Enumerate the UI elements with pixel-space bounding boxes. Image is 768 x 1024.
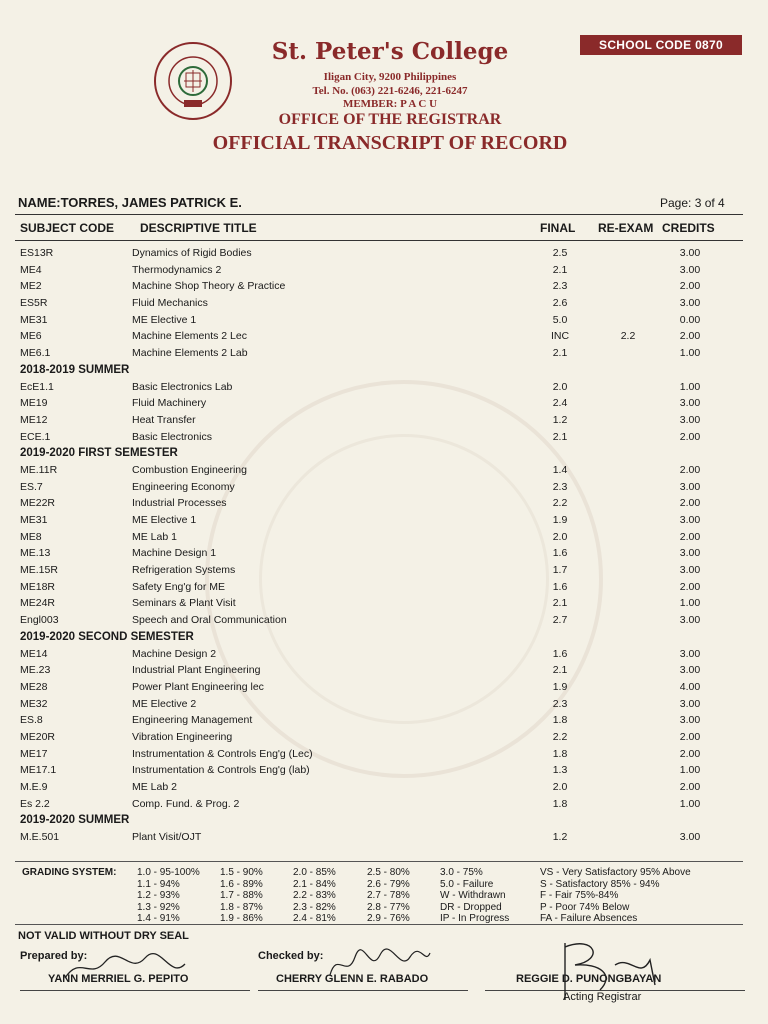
grading-entry: 2.9 - 76% — [367, 913, 410, 924]
credits-value: 1.00 — [679, 347, 701, 360]
grading-entry: 1.6 - 89% — [220, 878, 263, 890]
subject-code: ME17 — [20, 747, 48, 760]
descriptive-title: Machine Design 1 — [132, 547, 217, 560]
subject-code: ME17.1 — [20, 764, 57, 777]
descriptive-title: Comp. Fund. & Prog. 2 — [132, 797, 240, 810]
header-rule-top — [15, 214, 743, 215]
table-row — [0, 346, 768, 363]
grading-entry: 2.4 - 81% — [293, 913, 336, 924]
grading-entry: 1.7 - 88% — [220, 890, 263, 901]
registrar-title: Acting Registrar — [563, 991, 642, 1003]
grading-entry: 5.0 - Failure — [440, 878, 494, 890]
prepared-by-label: Prepared by: — [20, 950, 88, 962]
checked-by-label: Checked by: — [258, 950, 324, 962]
grading-entry: 2.5 - 80% — [367, 867, 410, 878]
final-grade: 2.3 — [552, 697, 568, 710]
final-grade: 1.4 — [552, 463, 568, 476]
descriptive-title: Engineering Economy — [132, 480, 235, 493]
credits-value: 3.00 — [679, 714, 701, 727]
subject-code: ME31 — [20, 514, 48, 526]
subject-code: ME14 — [20, 647, 48, 660]
college-name: St. Peter's College — [271, 38, 509, 65]
registrar-name: REGGIE D. PUNONGBAYAN — [516, 973, 662, 985]
credits-value: 2.00 — [679, 530, 701, 543]
final-grade: 1.8 — [552, 797, 568, 810]
grading-column — [440, 867, 509, 925]
credits-value: 3.00 — [679, 480, 701, 493]
final-grade: 2.7 — [552, 614, 568, 627]
subject-code: ME6 — [20, 330, 42, 343]
grading-entry: 2.0 - 85% — [293, 867, 336, 878]
subject-code: M.E.501 — [20, 831, 60, 844]
table-row — [0, 313, 768, 330]
descriptive-title: Plant Visit/OJT — [132, 831, 202, 844]
credits-value: 2.00 — [679, 580, 701, 593]
subject-code: ME28 — [20, 680, 48, 693]
table-row — [0, 797, 768, 814]
final-grade: 2.6 — [552, 297, 568, 310]
final-grade: 2.1 — [552, 664, 568, 677]
final-grade: 2.1 — [552, 430, 568, 443]
grading-entry: 3.0 - 75% — [440, 867, 483, 878]
grading-entry: 1.4 - 91% — [137, 913, 180, 924]
final-grade: 5.0 — [552, 313, 568, 326]
credits-value: 2.00 — [679, 497, 701, 510]
descriptive-title: ME Lab 1 — [132, 530, 177, 543]
credits-value: 3.00 — [679, 413, 701, 426]
office-title: OFFICE OF THE REGISTRAR — [278, 111, 502, 128]
descriptive-title: Fluid Machinery — [132, 397, 207, 410]
final-grade: 1.6 — [552, 547, 568, 560]
table-row — [0, 747, 768, 764]
descriptive-title: Thermodynamics 2 — [132, 263, 222, 276]
semester-label: 2018-2019 SUMMER — [20, 363, 130, 376]
subject-code: ES.7 — [20, 480, 43, 493]
credits-value: 3.00 — [679, 547, 701, 560]
subject-code: Es 2.2 — [20, 797, 50, 810]
subject-code: ME8 — [20, 530, 42, 543]
col-header-subject-code: SUBJECT CODE — [20, 221, 115, 235]
table-row — [0, 730, 768, 747]
table-row — [0, 580, 768, 597]
final-grade: 1.9 — [552, 680, 568, 693]
table-row — [0, 613, 768, 630]
credits-value: 1.00 — [679, 380, 701, 393]
subject-code: ME22R — [20, 497, 56, 510]
table-row — [0, 530, 768, 547]
subject-code: ME20R — [20, 730, 56, 743]
descriptive-title: Machine Elements 2 Lec — [132, 330, 247, 343]
grading-entry: 2.7 - 78% — [367, 890, 410, 901]
grading-entry: 1.2 - 93% — [137, 890, 180, 901]
credits-value: 1.00 — [679, 764, 701, 777]
grading-column — [367, 867, 410, 925]
col-header-credits: CREDITS — [662, 221, 715, 235]
descriptive-title: Instrumentation & Controls Eng'g (Lec) — [132, 747, 313, 760]
subject-code: ME.15R — [20, 564, 58, 577]
semester-label: 2019-2020 SUMMER — [20, 814, 130, 827]
table-row — [0, 697, 768, 714]
grading-entry: 2.6 - 79% — [367, 878, 410, 890]
subject-code: M.E.9 — [20, 781, 48, 793]
grading-label: GRADING SYSTEM: — [22, 867, 117, 878]
subject-code: ME24R — [20, 597, 56, 610]
subject-code: ME4 — [20, 263, 42, 276]
final-grade: 2.0 — [552, 530, 568, 543]
prepared-signature — [60, 950, 190, 986]
credits-value: 2.00 — [679, 781, 701, 793]
descriptive-title: Combustion Engineering — [132, 463, 247, 476]
descriptive-title: Vibration Engineering — [132, 730, 233, 743]
final-grade: 1.7 — [552, 564, 568, 577]
credits-value: 1.00 — [679, 797, 701, 810]
subject-code: ME32 — [20, 697, 48, 710]
subject-code: Engl003 — [20, 614, 59, 627]
table-row — [0, 546, 768, 563]
descriptive-title: Machine Design 2 — [132, 647, 217, 660]
final-grade: 1.9 — [552, 514, 568, 526]
col-header-descriptive-title: DESCRIPTIVE TITLE — [140, 221, 257, 235]
grading-entry: W - Withdrawn — [440, 890, 506, 901]
credits-value: 3.00 — [679, 564, 701, 577]
credits-value: 3.00 — [679, 614, 701, 627]
credits-value: 3.00 — [679, 514, 701, 526]
grading-entry: 1.9 - 86% — [220, 913, 263, 924]
descriptive-title: Basic Electronics Lab — [132, 380, 233, 393]
table-row — [0, 296, 768, 313]
table-row — [0, 663, 768, 680]
descriptive-title: Speech and Oral Communication — [132, 614, 287, 627]
final-grade: 2.4 — [552, 397, 568, 410]
descriptive-title: Basic Electronics — [132, 430, 212, 443]
checked-signature-line — [258, 990, 468, 991]
final-grade: 2.1 — [552, 347, 568, 360]
grading-entry: F - Fair 75%-84% — [540, 890, 619, 901]
subject-code: ME.23 — [20, 664, 51, 677]
grades-table — [0, 246, 768, 847]
final-grade: 1.6 — [552, 647, 568, 660]
final-grade: 1.2 — [552, 831, 568, 844]
subject-code: ME18R — [20, 580, 56, 593]
table-row — [0, 279, 768, 296]
table-row — [0, 396, 768, 413]
table-row — [0, 380, 768, 397]
descriptive-title: Refrigeration Systems — [132, 564, 236, 577]
grading-entry: 1.3 - 92% — [137, 901, 180, 913]
college-address: Iligan City, 9200 Philippines — [323, 71, 457, 83]
credits-value: 2.00 — [679, 330, 701, 343]
descriptive-title: Heat Transfer — [132, 413, 196, 426]
final-grade: 2.1 — [552, 597, 568, 610]
descriptive-title: Seminars & Plant Visit — [132, 597, 236, 610]
final-grade: 2.0 — [552, 781, 568, 793]
credits-value: 2.00 — [679, 730, 701, 743]
credits-value: 3.00 — [679, 397, 701, 410]
table-row — [0, 413, 768, 430]
descriptive-title: Engineering Management — [132, 714, 253, 727]
credits-value: 3.00 — [679, 263, 701, 276]
page-number: Page: 3 of 4 — [660, 196, 725, 210]
final-grade: 2.5 — [552, 247, 568, 259]
final-grade: 1.2 — [552, 413, 568, 426]
grading-entry: 1.1 - 94% — [137, 878, 180, 890]
grading-system-legend — [15, 861, 743, 925]
subject-code: ES13R — [20, 247, 54, 259]
grading-entry: 1.0 - 95-100% — [137, 867, 200, 878]
table-row — [0, 713, 768, 730]
semester-heading — [0, 813, 768, 830]
final-grade: 1.3 — [552, 764, 568, 777]
table-row — [0, 680, 768, 697]
table-row — [0, 596, 768, 613]
subject-code: EcE1.1 — [20, 380, 54, 393]
table-row — [0, 263, 768, 280]
table-row — [0, 480, 768, 497]
reexam-grade: 2.2 — [620, 330, 636, 343]
credits-value: 3.00 — [679, 697, 701, 710]
semester-label: 2019-2020 FIRST SEMESTER — [20, 447, 178, 460]
table-row — [0, 780, 768, 797]
subject-code: ME19 — [20, 397, 48, 410]
subject-code: ME.13 — [20, 547, 51, 560]
grading-entry: 1.8 - 87% — [220, 901, 263, 913]
grading-entry: 2.8 - 77% — [367, 901, 410, 913]
descriptive-title: ME Elective 1 — [132, 514, 197, 526]
credits-value: 3.00 — [679, 247, 701, 259]
table-row — [0, 830, 768, 847]
credits-value: 3.00 — [679, 664, 701, 677]
final-grade: 2.2 — [552, 730, 568, 743]
descriptive-title: ME Lab 2 — [132, 781, 177, 793]
descriptive-title: Safety Eng'g for ME — [132, 580, 226, 593]
credits-value: 3.00 — [679, 297, 701, 310]
grading-entry: S - Satisfactory 85% - 94% — [540, 878, 660, 890]
college-membership: MEMBER: P A C U — [342, 98, 438, 110]
descriptive-title: Machine Shop Theory & Practice — [132, 280, 286, 293]
subject-code: ES5R — [20, 297, 48, 310]
final-grade: 2.3 — [552, 280, 568, 293]
table-row — [0, 246, 768, 263]
table-row — [0, 513, 768, 530]
descriptive-title: Instrumentation & Controls Eng'g (lab) — [132, 764, 310, 777]
final-grade: 1.8 — [552, 747, 568, 760]
grading-column — [293, 867, 336, 925]
grading-column — [540, 867, 691, 925]
grading-entry: P - Poor 74% Below — [540, 901, 630, 913]
credits-value: 2.00 — [679, 430, 701, 443]
table-row — [0, 463, 768, 480]
prepared-signature-line — [20, 990, 250, 991]
prepared-by-name: YANN MERRIEL G. PEPITO — [48, 973, 189, 985]
subject-code: ES.8 — [20, 714, 43, 727]
descriptive-title: Industrial Processes — [132, 497, 227, 510]
subject-code: ME.11R — [20, 463, 58, 476]
grading-entry: IP - In Progress — [440, 913, 510, 924]
document-title: OFFICIAL TRANSCRIPT OF RECORD — [212, 132, 568, 154]
credits-value: 3.00 — [679, 831, 701, 844]
subject-code: ECE.1 — [20, 430, 51, 443]
credits-value: 2.00 — [679, 280, 701, 293]
grading-entry: 2.1 - 84% — [293, 878, 336, 890]
col-header-reexam: RE-EXAM — [598, 221, 654, 235]
table-row — [0, 496, 768, 513]
credits-value: 0.00 — [679, 313, 701, 326]
grading-entry: 2.3 - 82% — [293, 901, 336, 913]
grading-column — [137, 867, 200, 925]
college-telephone: Tel. No. (063) 221-6246, 221-6247 — [312, 85, 468, 97]
grading-entry: VS - Very Satisfactory 95% Above — [540, 867, 691, 878]
final-grade: 1.8 — [552, 714, 568, 727]
semester-heading — [0, 446, 768, 463]
student-name: NAME:TORRES, JAMES PATRICK E. — [18, 195, 242, 210]
final-grade: INC — [550, 330, 570, 343]
credits-value: 2.00 — [679, 747, 701, 760]
subject-code: ME31 — [20, 313, 48, 326]
grading-entry: 1.5 - 90% — [220, 867, 263, 878]
credits-value: 4.00 — [679, 680, 701, 693]
descriptive-title: Industrial Plant Engineering — [132, 664, 261, 677]
table-row — [0, 563, 768, 580]
header-rule-bottom — [15, 240, 743, 241]
credits-value: 1.00 — [679, 597, 701, 610]
credits-value: 3.00 — [679, 647, 701, 660]
grading-entry: FA - Failure Absences — [540, 913, 638, 924]
grading-entry: DR - Dropped — [440, 901, 502, 913]
semester-label: 2019-2020 SECOND SEMESTER — [20, 630, 194, 643]
table-row — [0, 763, 768, 780]
school-code-badge: SCHOOL CODE 0870 — [580, 35, 742, 55]
subject-code: ME2 — [20, 280, 42, 293]
final-grade: 2.0 — [552, 380, 568, 393]
semester-heading — [0, 363, 768, 380]
table-row — [0, 430, 768, 447]
checked-signature — [325, 945, 435, 983]
final-grade: 2.1 — [552, 263, 568, 276]
col-header-final: FINAL — [540, 221, 576, 235]
descriptive-title: ME Elective 2 — [132, 697, 197, 710]
subject-code: ME6.1 — [20, 347, 51, 360]
grading-entry: 2.2 - 83% — [293, 890, 336, 901]
table-row — [0, 329, 768, 346]
descriptive-title: Dynamics of Rigid Bodies — [132, 247, 252, 259]
grading-column — [220, 867, 263, 925]
table-row — [0, 647, 768, 664]
descriptive-title: Machine Elements 2 Lab — [132, 347, 248, 360]
semester-heading — [0, 630, 768, 647]
descriptive-title: Power Plant Engineering lec — [132, 680, 264, 693]
final-grade: 1.6 — [552, 580, 568, 593]
final-grade: 2.2 — [552, 497, 568, 510]
descriptive-title: Fluid Mechanics — [132, 297, 208, 310]
final-grade: 2.3 — [552, 480, 568, 493]
credits-value: 2.00 — [679, 463, 701, 476]
checked-by-name: CHERRY GLENN E. RABADO — [276, 973, 429, 985]
descriptive-title: ME Elective 1 — [132, 313, 197, 326]
dry-seal-notice: NOT VALID WITHOUT DRY SEAL — [18, 930, 189, 942]
subject-code: ME12 — [20, 413, 48, 426]
